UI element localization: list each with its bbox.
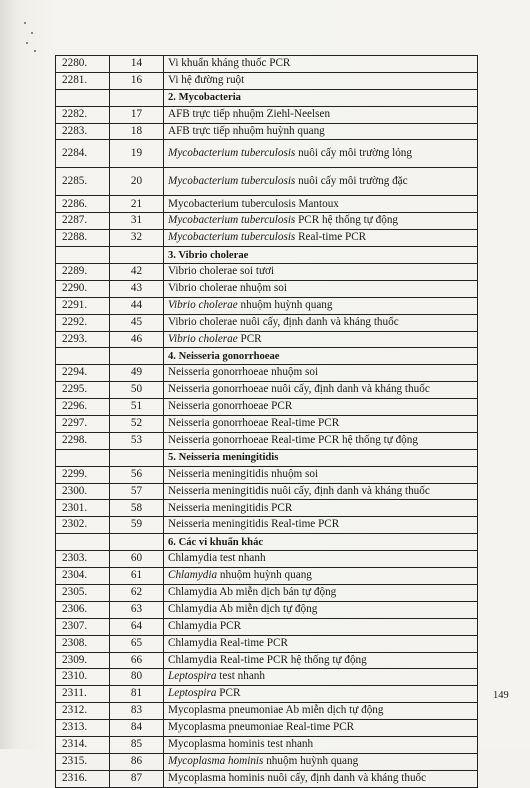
- procedure-name-cell: 2. Mycobacteria: [164, 89, 478, 106]
- procedure-name-cell: [164, 686, 478, 703]
- row-number-cell: 2288.: [56, 230, 110, 247]
- order-number-cell: [110, 534, 164, 551]
- row-number-cell: 2309.: [56, 652, 110, 669]
- order-number-cell: 66: [110, 652, 164, 669]
- order-number-cell: 53: [110, 432, 164, 449]
- order-number-cell: 19: [110, 140, 164, 168]
- row-number-cell: 2304.: [56, 568, 110, 585]
- procedure-method: test nhanh: [216, 670, 265, 683]
- order-number-cell: [110, 348, 164, 365]
- order-number-cell: 60: [110, 551, 164, 568]
- table-row: [56, 106, 478, 123]
- page-number: 149: [493, 690, 509, 701]
- procedure-name-cell: [164, 753, 478, 770]
- procedure-name-cell: [164, 168, 478, 196]
- table-row: [56, 753, 478, 770]
- table-row: [56, 770, 478, 787]
- procedure-name-cell: AFB trực tiếp nhuộm huỳnh quang: [164, 123, 478, 140]
- row-number-cell: 2294.: [56, 365, 110, 382]
- row-number-cell: 2306.: [56, 601, 110, 618]
- order-number-cell: 52: [110, 416, 164, 433]
- procedure-name-cell: Mycoplasma pneumoniae Ab miễn dịch tự động: [164, 703, 478, 720]
- row-number-cell: [56, 534, 110, 551]
- table-row: [56, 382, 478, 399]
- table-row: [56, 635, 478, 652]
- row-number-cell: 2314.: [56, 736, 110, 753]
- procedure-name-cell: 4. Neisseria gonorrhoeae: [164, 348, 478, 365]
- row-number-cell: 2300.: [56, 483, 110, 500]
- procedure-name-cell: Neisseria gonorrhoeae nuôi cấy, định danh và kháng thuốc: [164, 382, 478, 399]
- procedure-name-cell: 5. Neisseria meningitidis: [164, 449, 478, 466]
- table-row: [56, 500, 478, 517]
- row-number-cell: 2301.: [56, 500, 110, 517]
- row-number-cell: 2296.: [56, 399, 110, 416]
- procedure-method: PCR hệ thống tự động: [295, 214, 399, 227]
- row-number-cell: 2291.: [56, 297, 110, 314]
- order-number-cell: 45: [110, 314, 164, 331]
- order-number-cell: 62: [110, 584, 164, 601]
- procedure-name-cell: Neisseria meningitidis Real-time PCR: [164, 517, 478, 534]
- procedure-name-cell: [164, 331, 478, 348]
- procedure-name-cell: [164, 297, 478, 314]
- order-number-cell: 65: [110, 635, 164, 652]
- table-row: [56, 601, 478, 618]
- procedure-method: nuôi cấy môi trường đặc: [295, 175, 408, 188]
- row-number-cell: [56, 449, 110, 466]
- table-row: [56, 264, 478, 281]
- order-number-cell: 44: [110, 297, 164, 314]
- order-number-cell: 16: [110, 72, 164, 89]
- order-number-cell: 17: [110, 106, 164, 123]
- order-number-cell: 43: [110, 280, 164, 297]
- row-number-cell: [56, 247, 110, 264]
- table-row: [56, 331, 478, 348]
- table-row: [56, 213, 478, 230]
- table-row: [56, 466, 478, 483]
- section-heading-row: [56, 247, 478, 264]
- procedure-name-cell: Mycoplasma pneumoniae Real-time PCR: [164, 720, 478, 737]
- table-row: [56, 280, 478, 297]
- row-number-cell: 2298.: [56, 432, 110, 449]
- row-number-cell: 2285.: [56, 168, 110, 196]
- table-row: [56, 140, 478, 168]
- procedure-name-cell: Vibrio cholerae nhuộm soi: [164, 280, 478, 297]
- row-number-cell: 2308.: [56, 635, 110, 652]
- procedure-method: PCR: [216, 687, 241, 700]
- order-number-cell: 57: [110, 483, 164, 500]
- row-number-cell: 2297.: [56, 416, 110, 433]
- table-row: [56, 416, 478, 433]
- row-number-cell: 2315.: [56, 753, 110, 770]
- procedure-name-cell: Vibrio cholerae soi tươi: [164, 264, 478, 281]
- order-number-cell: 85: [110, 736, 164, 753]
- procedure-name-cell: Neisseria gonorrhoeae Real-time PCR: [164, 416, 478, 433]
- order-number-cell: 18: [110, 123, 164, 140]
- procedure-name-cell: 6. Các vi khuẩn khác: [164, 534, 478, 551]
- table-row: [56, 123, 478, 140]
- procedure-name-cell: 3. Vibrio cholerae: [164, 247, 478, 264]
- order-number-cell: [110, 247, 164, 264]
- row-number-cell: 2302.: [56, 517, 110, 534]
- table-row: [56, 618, 478, 635]
- table-row: [56, 686, 478, 703]
- organism-name: Mycobacterium tuberculosis: [168, 214, 296, 227]
- organism-name: Mycobacterium tuberculosis: [168, 231, 296, 244]
- order-number-cell: 83: [110, 703, 164, 720]
- procedure-name-cell: Chlamydia Real-time PCR hệ thống tự động: [164, 652, 478, 669]
- organism-name: Chlamydia: [168, 569, 218, 582]
- procedure-method: nhuộm huỳnh quang: [263, 754, 359, 767]
- table-row: [56, 72, 478, 89]
- table-row: [56, 297, 478, 314]
- row-number-cell: 2283.: [56, 123, 110, 140]
- order-number-cell: 58: [110, 500, 164, 517]
- procedure-name-cell: Chlamydia PCR: [164, 618, 478, 635]
- procedure-name-cell: Neisseria gonorrhoeae nhuộm soi: [164, 365, 478, 382]
- table-row: [56, 720, 478, 737]
- procedure-name-cell: [164, 140, 478, 168]
- row-number-cell: 2287.: [56, 213, 110, 230]
- order-number-cell: 63: [110, 601, 164, 618]
- order-number-cell: 49: [110, 365, 164, 382]
- procedure-name-cell: [164, 230, 478, 247]
- procedure-name-cell: Chlamydia Ab miễn dịch tự động: [164, 601, 478, 618]
- table-row: [56, 517, 478, 534]
- order-number-cell: 42: [110, 264, 164, 281]
- procedure-name-cell: Neisseria meningitidis nuôi cấy, định danh và kháng thuốc: [164, 483, 478, 500]
- row-number-cell: 2295.: [56, 382, 110, 399]
- order-number-cell: 21: [110, 196, 164, 213]
- procedure-method: nhuộm huỳnh quang: [217, 569, 312, 582]
- order-number-cell: 20: [110, 168, 164, 196]
- procedure-name-cell: Chlamydia Real-time PCR: [164, 635, 478, 652]
- table-row: [56, 168, 478, 196]
- table-row: [56, 584, 478, 601]
- section-heading-row: [56, 449, 478, 466]
- procedure-name-cell: Mycobacterium tuberculosis Mantoux: [164, 196, 478, 213]
- order-number-cell: 50: [110, 382, 164, 399]
- table-row: [56, 669, 478, 686]
- row-number-cell: [56, 89, 110, 106]
- row-number-cell: 2282.: [56, 106, 110, 123]
- table-row: [56, 365, 478, 382]
- order-number-cell: 64: [110, 618, 164, 635]
- table-row: [56, 703, 478, 720]
- procedure-name-cell: Mycoplasma hominis test nhanh: [164, 736, 478, 753]
- procedure-name-cell: Vi khuẩn kháng thuốc PCR: [164, 56, 478, 73]
- organism-name: Mycobacterium tuberculosis: [168, 175, 296, 188]
- organism-name: Mycoplasma hominis: [168, 754, 264, 767]
- organism-name: Mycobacterium tuberculosis: [168, 147, 296, 160]
- procedure-method: PCR: [237, 332, 262, 345]
- organism-name: Vibrio cholerae: [168, 298, 238, 311]
- row-number-cell: 2307.: [56, 618, 110, 635]
- order-number-cell: 86: [110, 753, 164, 770]
- table-row: [56, 652, 478, 669]
- procedure-table-body: [56, 56, 478, 788]
- organism-name: Leptospira: [168, 670, 217, 683]
- order-number-cell: 31: [110, 213, 164, 230]
- row-number-cell: 2303.: [56, 551, 110, 568]
- procedure-name-cell: [164, 213, 478, 230]
- table-row: [56, 551, 478, 568]
- procedure-method: Real-time PCR: [295, 231, 367, 244]
- order-number-cell: 51: [110, 399, 164, 416]
- row-number-cell: 2311.: [56, 686, 110, 703]
- row-number-cell: 2281.: [56, 72, 110, 89]
- procedure-name-cell: Neisseria gonorrhoeae Real-time PCR hệ thống tự động: [164, 432, 478, 449]
- row-number-cell: 2280.: [56, 56, 110, 73]
- row-number-cell: 2299.: [56, 466, 110, 483]
- order-number-cell: 32: [110, 230, 164, 247]
- procedure-name-cell: Neisseria gonorrhoeae PCR: [164, 399, 478, 416]
- row-number-cell: 2286.: [56, 196, 110, 213]
- table-row: [56, 56, 478, 73]
- procedure-name-cell: Vi hệ đường ruột: [164, 72, 478, 89]
- row-number-cell: 2293.: [56, 331, 110, 348]
- procedure-method: nuôi cấy môi trường lỏng: [295, 147, 412, 160]
- section-heading-row: [56, 534, 478, 551]
- order-number-cell: 80: [110, 669, 164, 686]
- procedure-name-cell: Vibrio cholerae nuôi cấy, định danh và kháng thuốc: [164, 314, 478, 331]
- procedure-name-cell: [164, 568, 478, 585]
- table-row: [56, 399, 478, 416]
- row-number-cell: 2316.: [56, 770, 110, 787]
- table-row: [56, 230, 478, 247]
- procedure-method: nhuộm huỳnh quang: [237, 298, 333, 311]
- order-number-cell: 46: [110, 331, 164, 348]
- row-number-cell: 2284.: [56, 140, 110, 168]
- binder-holes: [22, 20, 42, 60]
- row-number-cell: 2292.: [56, 314, 110, 331]
- row-number-cell: [56, 348, 110, 365]
- procedure-name-cell: Neisseria meningitidis PCR: [164, 500, 478, 517]
- table-row: [56, 568, 478, 585]
- order-number-cell: 87: [110, 770, 164, 787]
- organism-name: Vibrio cholerae: [168, 332, 238, 345]
- order-number-cell: [110, 449, 164, 466]
- procedure-name-cell: Mycoplasma hominis nuôi cấy, định danh và kháng thuốc: [164, 770, 478, 787]
- procedure-name-cell: [164, 669, 478, 686]
- organism-name: Leptospira: [168, 687, 217, 700]
- row-number-cell: 2290.: [56, 280, 110, 297]
- procedure-name-cell: Neisseria meningitidis nhuộm soi: [164, 466, 478, 483]
- row-number-cell: 2305.: [56, 584, 110, 601]
- row-number-cell: 2312.: [56, 703, 110, 720]
- table-row: [56, 483, 478, 500]
- procedure-name-cell: Chlamydia test nhanh: [164, 551, 478, 568]
- section-heading-row: [56, 89, 478, 106]
- order-number-cell: 81: [110, 686, 164, 703]
- table-row: [56, 196, 478, 213]
- order-number-cell: [110, 89, 164, 106]
- row-number-cell: 2313.: [56, 720, 110, 737]
- procedure-table: [55, 55, 478, 788]
- table-row: [56, 736, 478, 753]
- order-number-cell: 59: [110, 517, 164, 534]
- order-number-cell: 84: [110, 720, 164, 737]
- procedure-name-cell: Chlamydia Ab miễn dịch bán tự động: [164, 584, 478, 601]
- procedure-name-cell: AFB trực tiếp nhuộm Ziehl-Neelsen: [164, 106, 478, 123]
- order-number-cell: 61: [110, 568, 164, 585]
- table-row: [56, 314, 478, 331]
- row-number-cell: 2310.: [56, 669, 110, 686]
- order-number-cell: 56: [110, 466, 164, 483]
- order-number-cell: 14: [110, 56, 164, 73]
- table-row: [56, 432, 478, 449]
- row-number-cell: 2289.: [56, 264, 110, 281]
- section-heading-row: [56, 348, 478, 365]
